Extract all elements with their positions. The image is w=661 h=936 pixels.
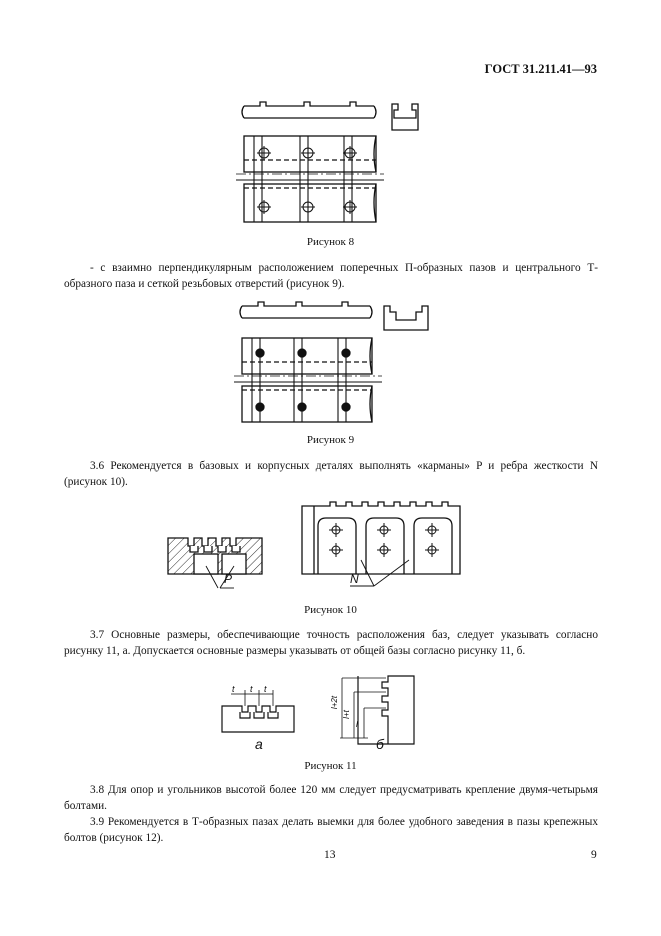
figure-11-caption: Рисунок 11: [304, 760, 357, 772]
figure-9-caption: Рисунок 9: [306, 434, 355, 446]
figure-11: [218, 670, 438, 754]
paragraph-3-9: 3.9 Рекомендуется в Т-образных пазах делать выемки для более удобного заведения в пазы крепежных болтов (рисунок 12).: [64, 816, 598, 844]
fig11-label-a: а: [255, 736, 263, 752]
fig11-dim-t2: t: [250, 684, 253, 694]
figure-10: [160, 494, 480, 606]
figure-8: [232, 96, 442, 231]
fig11-dim-l2t: l+2t: [330, 695, 340, 710]
fig11-label-b: б: [376, 736, 384, 752]
figure-10-caption: Рисунок 10: [304, 604, 357, 616]
fig10-label-p: P: [224, 572, 233, 586]
figure-8-caption: Рисунок 8: [306, 236, 355, 248]
fig11-dim-t1: t: [232, 684, 235, 694]
paragraph-3-8: 3.8 Для опор и угольников высотой более 120 мм следует предусматривать крепление двумя-четырьмя болтами.: [64, 784, 598, 812]
fig10-label-n: N: [350, 572, 359, 586]
paragraph-3-6: 3.6 Рекомендуется в базовых и корпусных деталях выполнять «карманы» P и ребра жесткости N (рисунок 10).: [64, 460, 598, 488]
fig11-dim-t3: t: [264, 684, 267, 694]
paragraph-3-7: 3.7 Основные размеры, обеспечивающие точность расположения баз, следует указывать согласно рисунку 11, а. Допускается основные размеры указывать от общей базы согласно рисунку 11, б.: [64, 629, 598, 657]
fig11-dim-lt: l+t: [341, 710, 351, 719]
paragraph-figure9-intro: - с взаимно перпендикулярным расположением поперечных П-образных пазов и центрального Т-образного паза и сеткой резьбовых отверстий (рисунок 9).: [64, 262, 598, 290]
page-number-left: 13: [324, 849, 336, 861]
figure-9: [232, 298, 442, 430]
fig11-dim-l: l: [356, 720, 358, 729]
document-code: ГОСТ 31.211.41—93: [484, 62, 597, 76]
page-number-right: 9: [591, 849, 597, 861]
